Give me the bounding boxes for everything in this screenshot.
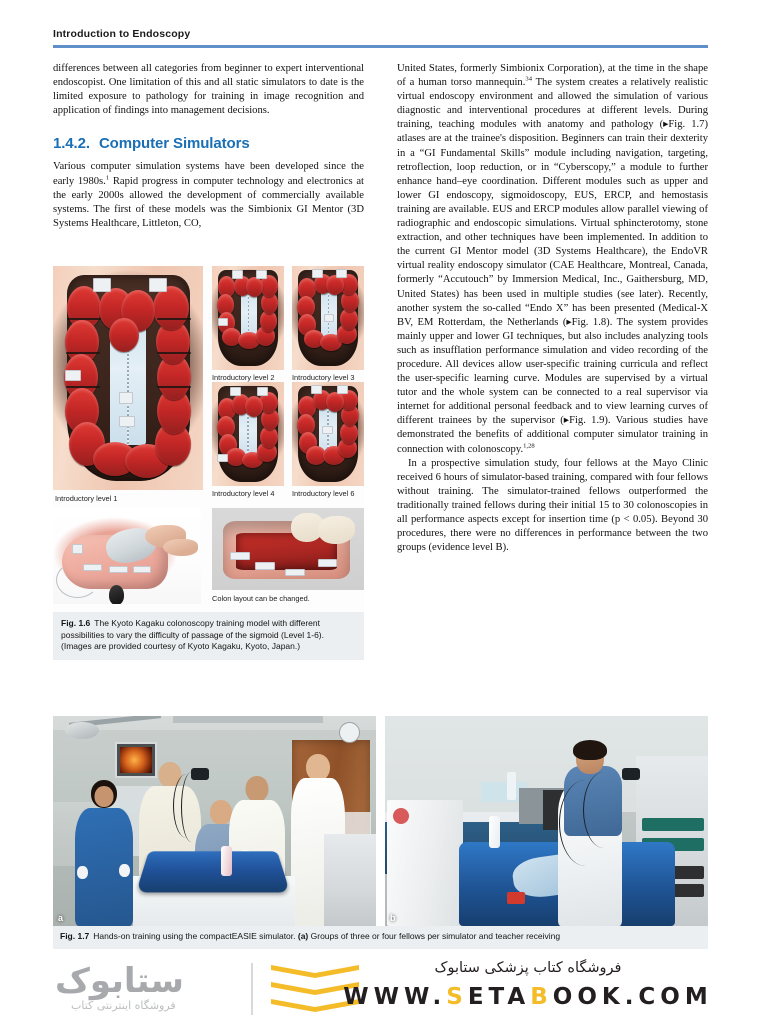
logo-divider: [251, 963, 253, 1015]
right-paragraph-1-part-a: United States, formerly Simbionix Corporation), at the time in the shape of a human torso mannequin.: [397, 63, 708, 89]
figure-1-7-photo-b-letter: b: [390, 913, 396, 923]
reference-marker-1: 1: [105, 174, 110, 182]
panel-label-level-6: Introductory level 6: [292, 489, 355, 498]
running-head: [53, 28, 708, 48]
figure-1-7-caption-text-1: Hands-on training using the compactEASIE simulator.: [93, 931, 298, 941]
colon-illustration-level-3: [292, 266, 364, 370]
figure-1-6-caption: [53, 612, 364, 660]
url-letter-b: B: [530, 984, 553, 1010]
figure-1-7-number: Fig. 1.7: [60, 931, 90, 941]
footer-watermark: [0, 955, 759, 1023]
section-title: Computer Simulators: [98, 135, 250, 153]
left-paragraph-2-part-a: Various computer simulation systems have been developed since the early 1980s.: [53, 161, 364, 187]
colon-illustration-level-6: [292, 382, 364, 486]
left-paragraph-1: differences between all categories from beginner to expert interventional endoscopist. One limitation of this and all static simulators to date is the limited exposure to pathology for training in image recognition and application of findings into management decisions.: [53, 63, 364, 117]
right-paragraph-1-part-b: The system creates a relatively realistic virtual endoscopy environment and allowed the simulation of various diagnostic and interventional procedures at different levels. During training, teaching modules with anatomy and pathology (▸Fig. 1.7) atlases are at the trainee's disposition. Beginners can train their dexterity in a “GI Fundamental Skills” module including navigation, targeting, retroflection, loop reduction, or in “Cyberscopy,” a module to further enhance hand–eye coordination. Different modules such as upper and lower GI endoscopy, sigmoidoscopy, EUS, ERCP, and hemostasis training are available. EUS and ERCP modules allow parallel viewing of radiographic and endoscopic simulations. Virtual sphincterotomy, stone extraction, and other techniques have been implemented. In addition to the current GI Mentor model (3D Systems Healthcare), the EndoVR virtual reality endoscopy simulator (CAE Healthcare, Montreal, Canada, formerly “Accutouch” by Immersion Medical, Inc., Gaithersburg, MD, United States) has been used in multiple studies (see later). Recently, another system the so-called “Endo X” has been presented (Medical-X BV, EM Rotterdam, the Netherlands (▸Fig. 1.8). The system provides mainly upper and lower GI techniques, but also includes analyzing tools such as insufflation performance simulation and video recording of the procedure. All devices allow user-specific training curricula and reflect the user-specific learning curve. Modules are supervised by a virtual tutor and the whole system can be connected to a real supervisor via internet for additional personal feedback and to view learning curves of different trainees by the supervisor (▸Fig. 1.9). Various studies have demonstrated the benefits of additional computer simulator training in connection with colonoscopy.: [397, 77, 708, 455]
figure-1-7-caption: [53, 926, 708, 949]
figure-1-6-number: Fig. 1.6: [61, 618, 91, 628]
figure-1-6-panel-level-6: [292, 382, 364, 486]
figure-1-7-photo-a-letter: a: [58, 913, 64, 923]
figure-1-6: [53, 266, 364, 660]
figure-1-7: [53, 716, 708, 949]
left-paragraph-2-part-b: Rapid progress in computer technology and electronics at the early 2000s allowed the development of commercially available systems. The first of these models was the Simbionix GI Mentor (3D Systems Healthcare, Littleton, CO,: [53, 175, 364, 229]
figure-1-6-panel-level-1: [53, 266, 203, 490]
figure-1-6-panel-level-3: [292, 266, 364, 370]
reference-marker-1-28: 1,28: [523, 442, 535, 449]
figure-1-6-photo-colon-layout: [212, 508, 364, 590]
left-column: [53, 62, 364, 231]
colon-illustration-level-1: [53, 266, 203, 490]
footer-brand-text: [333, 957, 723, 1012]
colon-illustration-level-2: [212, 266, 284, 370]
section-heading: [53, 137, 364, 151]
right-paragraph-1: [397, 62, 708, 457]
url-letters-eta: ETA: [467, 984, 531, 1010]
section-number: 1.4.2.: [53, 135, 90, 153]
figure-1-7-caption-label-a: (a): [297, 931, 309, 941]
figure-1-7-photo-b: [385, 716, 708, 926]
panel-label-level-4: Introductory level 4: [212, 489, 275, 498]
figure-1-6-artwork: [53, 266, 364, 612]
person-nurse-blue: [75, 780, 133, 926]
url-prefix: WWW.: [343, 984, 447, 1010]
setabook-logo-wordmark: ستابوک: [55, 961, 184, 1001]
url-suffix: OOK.COM: [552, 984, 713, 1010]
figure-1-6-photo-manikin-full: [53, 508, 201, 604]
right-paragraph-2: In a prospective simulation study, four fellows at the Mayo Clinic received 6 hours of simulator-based training, compared with four fellows without training. The simulator-trained fellows outperformed the traditionally trained fellows during their initial 15 to 30 colonoscopies in all performance aspects except for insertion time (p < 0.05). Beyond 30 procedures, there were no differences in performance between the two groups (evidence level B).: [397, 457, 708, 554]
running-head-rule: [53, 45, 708, 48]
reference-marker-34: 34: [525, 75, 532, 83]
setabook-logo-subtitle: فروشگاه اینترنتی کتاب: [71, 999, 176, 1012]
footer-website-url[interactable]: [333, 982, 723, 1012]
figure-1-7-photo-row: [53, 716, 708, 926]
figure-1-7-photo-a: [53, 716, 376, 926]
figure-1-6-panel-level-2: [212, 266, 284, 370]
figure-1-6-caption-text: The Kyoto Kagaku colonoscopy training model with different possibilities to vary the difficulty of passage of the sigmoid (Level 1-6). (Images are provided courtesy of Kyoto Kagaku, Kyoto, Japan.): [61, 618, 325, 652]
running-head-title: Introduction to Endoscopy: [53, 28, 191, 40]
left-paragraph-2: [53, 160, 364, 230]
url-letter-s: S: [446, 984, 468, 1010]
colon-illustration-level-4: [212, 382, 284, 486]
right-column: [397, 62, 708, 555]
panel-label-level-1: Introductory level 1: [55, 494, 118, 503]
footer-tagline: فروشگاه کتاب پزشکی ستابوک: [434, 960, 622, 976]
figure-1-6-panel-level-4: [212, 382, 284, 486]
figure-1-7-caption-text-2: Groups of three or four fellows per simulator and teacher receiving: [308, 931, 561, 941]
setabook-logo: [55, 959, 355, 1019]
panel-label-level-3: Introductory level 3: [292, 373, 355, 382]
panel-label-level-2: Introductory level 2: [212, 373, 275, 382]
figure-1-6-photo-caption: Colon layout can be changed.: [212, 594, 310, 603]
